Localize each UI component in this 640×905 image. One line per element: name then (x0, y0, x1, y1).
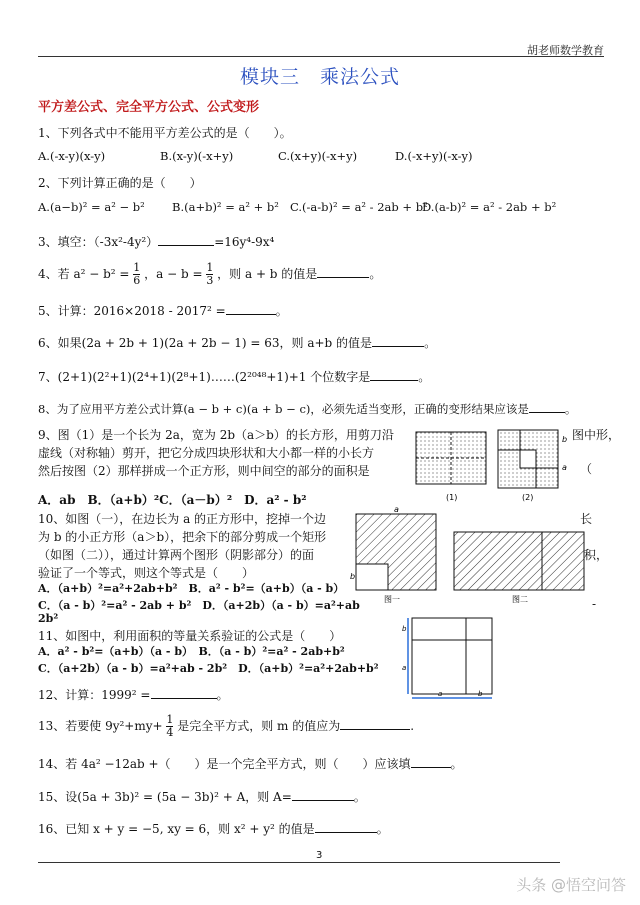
q15-pre: 15、设(5a + 3b)² = (5a − 3b)² + A，则 A= (38, 790, 292, 804)
q10-options-2-tail: - (592, 597, 597, 611)
q6-blank[interactable] (372, 334, 424, 347)
q14-line (38, 755, 463, 772)
q5-blank[interactable] (226, 302, 276, 315)
q1-option-c: C.(x+y)(-x+y) (278, 149, 358, 163)
q4-pre: 4、若 a² − b² = (38, 267, 134, 281)
q11-label-b-left: b (402, 625, 407, 633)
q4-fraction-2 (206, 262, 213, 287)
q10-side-text-2: 积， (584, 548, 609, 562)
q2-option-b: B.(a+b)² = a² + b² (172, 200, 279, 214)
q5-line (38, 302, 288, 319)
q10-line-1: 10、如图（一），在边长为 a 的正方形中，挖掉一个边 (38, 512, 327, 526)
header-rule (38, 56, 604, 57)
q16-end: 。 (376, 822, 389, 836)
q9-side-text-1: 图中形， (572, 428, 621, 442)
q15-line (38, 788, 366, 805)
q9-line-2: 虚线（对称轴）剪开，把它分成四块形状和大小都一样的小长方 (38, 446, 375, 460)
q12-end: 。 (216, 688, 229, 702)
q16-line (38, 820, 389, 837)
q13-end: . (410, 719, 415, 733)
q10-line-2: 为 b 的小正方形（a＞b），把余下的部分剪成一个矩形 (38, 530, 327, 544)
q11-label-a-left: a (402, 664, 407, 672)
q5-end: 。 (275, 304, 288, 318)
q4-line (38, 262, 381, 287)
q4-frac2-num: 1 (206, 261, 214, 274)
q3-pre: 3、填空：（-3x²-4y²） (38, 235, 159, 249)
q10-caption-1: 图一 (384, 595, 400, 604)
q6-end: 。 (424, 336, 437, 350)
q10-options-2: C．（a - b）²=a² - 2ab + b² D．（a+2b）（a - b）=a²+ab (38, 599, 360, 612)
q14-end: 。 (450, 757, 463, 771)
q6-line (38, 334, 436, 351)
q11-stem: 11、如图中，利用面积的等量关系验证的公式是（ ） (38, 629, 342, 643)
q16-blank[interactable] (315, 820, 377, 833)
q2-stem: 2、下列计算正确的是（ ） (38, 176, 202, 190)
q11-options-2: C．（a+2b）（a - b）=a²+ab - 2b² D．（a+b）²=a²+2ab+b² (38, 662, 379, 675)
q10-label-b: b (350, 572, 356, 581)
q10-line-3: （如图（二）），通过计算两个图形（阴影部分）的面 (38, 548, 315, 562)
q9-label-b: b (562, 435, 568, 444)
q7-blank[interactable] (370, 368, 418, 381)
q9-figure (412, 428, 580, 506)
q2-option-d: D.(a-b)² = a² - 2ab + b² (422, 200, 557, 214)
q1-option-b: B.(x-y)(-x+y) (160, 149, 234, 163)
q4-post: ，则 a + b 的值是 (217, 267, 318, 281)
q9-center-hole (520, 450, 536, 468)
q5-pre: 5、计算：2016×2018 - 2017² = (38, 304, 226, 318)
q4-mid: ，a − b = (144, 267, 207, 281)
q14-pre: 14、若 4a² −12ab +（ ）是一个完全平方式，则（ ）应该填 (38, 757, 411, 771)
q3-line (38, 233, 274, 250)
q8-end: 。 (564, 402, 577, 416)
q13-frac-den: 4 (166, 726, 174, 739)
q2-option-c: C.(-a-b)² = a² - 2ab + b² (290, 200, 428, 214)
q10-figure (348, 506, 600, 606)
q11-label-b-bottom: b (478, 690, 483, 698)
q4-frac1-den: 6 (133, 274, 141, 287)
q14-blank[interactable] (411, 755, 451, 768)
q9-line-3: 然后按图（2）那样拼成一个正方形，则中间空的部分的面积是 (38, 464, 370, 478)
q13-fraction (166, 714, 173, 739)
q12-blank[interactable] (151, 686, 217, 699)
q13-blank[interactable] (340, 717, 410, 730)
q9-line-1: 9、图（1）是一个长为 2a，宽为 2b（a＞b）的长方形，用剪刀沿 (38, 428, 394, 442)
q10-label-a: a (394, 506, 399, 514)
q9-caption-1: (1) (446, 493, 458, 502)
q3-post: =16y⁴-9x⁴ (214, 235, 275, 249)
q11-square (412, 618, 492, 694)
section-subtitle: 平方差公式、完全平方公式、公式变形 (38, 100, 260, 115)
q2-option-a: A.(a−b)² = a² − b² (38, 200, 145, 214)
q6-pre: 6、如果(2a + 2b + 1)(2a + 2b − 1) = 63，则 a+b 的值是 (38, 336, 373, 350)
q13-pre: 13、若要使 9y²+my+ (38, 719, 163, 733)
q13-post: 是完全平方式，则 m 的值应为 (177, 719, 341, 733)
q9-label-a: a (562, 463, 567, 472)
q10-options-3: 2b² (38, 612, 59, 625)
q8-pre: 8、为了应用平方差公式计算(a − b + c)(a + b − c)，必须先适当变形，正确的变形结果应该是 (38, 402, 529, 416)
q4-frac2-den: 3 (206, 274, 214, 287)
page-title: 模块三 乘法公式 (239, 66, 400, 88)
q15-end: 。 (353, 790, 366, 804)
q3-blank[interactable] (158, 233, 214, 246)
q1-option-d: D.(-x+y)(-x-y) (395, 149, 473, 163)
q7-pre: 7、(2+1)(2²+1)(2⁴+1)(2⁸+1)……(2²⁰⁴⁸+1)+1 个位数字是 (38, 370, 371, 384)
q7-end: 。 (418, 370, 431, 384)
page-number: 3 (316, 850, 323, 861)
q12-pre: 12、计算：1999² = (38, 688, 151, 702)
q8-blank[interactable] (529, 400, 565, 413)
q4-end: 。 (369, 267, 382, 281)
q8-line (38, 400, 576, 417)
q1-stem: 1、下列各式中不能用平方差公式的是（ ）。 (38, 126, 292, 140)
q10-caption-2: 图二 (512, 595, 528, 604)
header-org: 胡老师数学教育 (527, 44, 604, 57)
q9-options: A．ab B．（a+b）²C．（a－b）² D．a² - b² (38, 493, 307, 507)
q10-fig1-hole (356, 564, 388, 590)
q11-options-1: A．a² - b²=（a+b）（a - b） B．（a - b）²=a² - 2ab+b² (38, 645, 345, 658)
q15-blank[interactable] (292, 788, 354, 801)
q4-frac1-num: 1 (133, 261, 141, 274)
q7-line (38, 368, 430, 385)
q13-line (38, 714, 414, 739)
q13-frac-num: 1 (166, 713, 174, 726)
q4-fraction-1 (133, 262, 140, 287)
q11-label-a-bottom: a (438, 690, 443, 698)
q1-option-a: A.(-x-y)(x-y) (38, 149, 106, 163)
q4-blank[interactable] (317, 265, 369, 278)
watermark: 头条 @悟空问答 (516, 876, 626, 894)
q10-fig2-rect (454, 532, 584, 590)
q12-line (38, 686, 229, 703)
q10-side-text-1: 长 (580, 512, 593, 526)
q16-pre: 16、已知 x + y = −5, xy = 6，则 x² + y² 的值是 (38, 822, 315, 836)
q10-line-4: 验证了一个等式，则这个等式是（ ） (38, 566, 255, 580)
q9-caption-2: (2) (522, 493, 534, 502)
q10-options-1: A．（a+b）²=a²+2ab+b² B．a² - b²=（a+b）（a - b） (38, 582, 345, 595)
q9-side-text-2: （ (580, 462, 593, 476)
q11-figure (402, 612, 498, 702)
footer-rule (38, 862, 560, 863)
